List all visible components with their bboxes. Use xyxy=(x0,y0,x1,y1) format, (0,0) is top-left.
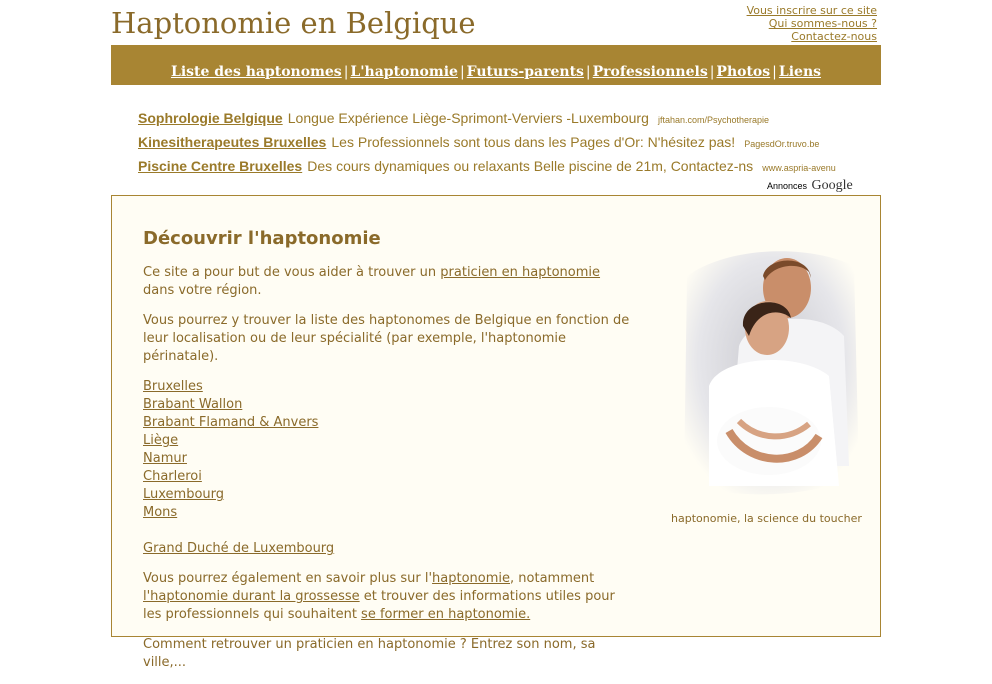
main-content xyxy=(111,195,881,670)
more-info-text: Vous pourrez également en savoir plus sur l' xyxy=(143,571,433,586)
ad-url[interactable]: PagesdOr.truvo.be xyxy=(744,139,820,149)
intro-text-end: dans votre région. xyxy=(143,283,262,298)
region-link-mons[interactable]: Mons xyxy=(143,505,178,520)
nav-item-haptonomists-list[interactable]: Liste des haptonomes xyxy=(170,64,342,80)
nav-item-photos[interactable]: Photos xyxy=(716,64,771,80)
nav-item-professionals[interactable]: Professionnels xyxy=(592,64,708,80)
ad-text[interactable]: Longue Expérience Liège-Sprimont-Verviers -Luxembourg xyxy=(287,110,649,126)
nav-item-haptonomy[interactable]: L'haptonomie xyxy=(350,64,458,80)
google-logo: Google xyxy=(811,178,853,193)
haptonomy-link[interactable]: haptonomie xyxy=(432,571,511,586)
intro-text-start: Ce site a pour but de vous aider à trouver un xyxy=(143,265,441,280)
region-link-brabant-wallon[interactable]: Brabant Wallon xyxy=(143,397,243,412)
grand-duche-paragraph xyxy=(143,540,633,558)
site-title[interactable]: Haptonomie en Belgique xyxy=(111,6,476,40)
ad-title[interactable]: Sophrologie Belgique xyxy=(138,110,283,126)
region-list xyxy=(143,378,633,522)
practitioner-link[interactable]: praticien en haptonomie xyxy=(440,265,601,280)
ad-text[interactable]: Des cours dynamiques ou relaxants Belle piscine de 21m, Contactez-ns xyxy=(307,158,754,174)
region-link-grand-duche[interactable]: Grand Duché de Luxembourg xyxy=(143,541,335,556)
list-description: Vous pourrez y trouver la liste des haptonomes de Belgique en fonction de leur localisation ou de leur spécialité (par exemple, l'haptonomie périnatale). xyxy=(143,313,630,364)
more-info-paragraph xyxy=(143,570,633,624)
ad-title[interactable]: Kinesitherapeutes Bruxelles xyxy=(138,134,327,150)
ad-item[interactable] xyxy=(138,156,858,180)
nav-separator: | xyxy=(709,64,715,80)
nav-separator: | xyxy=(772,64,777,80)
intro-paragraph xyxy=(143,264,633,300)
nav-separator: | xyxy=(459,64,465,80)
region-link-liege[interactable]: Liège xyxy=(143,433,179,448)
main-navbar xyxy=(111,45,881,85)
nav-item-links[interactable]: Liens xyxy=(778,64,822,80)
ads-block xyxy=(138,108,858,180)
ad-item[interactable] xyxy=(138,108,858,132)
top-links xyxy=(747,4,877,43)
region-link-luxembourg[interactable]: Luxembourg xyxy=(143,487,225,502)
about-us-link[interactable]: Qui sommes-nous ? xyxy=(768,17,877,30)
couple-photo xyxy=(669,236,869,506)
ad-title[interactable]: Piscine Centre Bruxelles xyxy=(138,158,303,174)
ad-url[interactable]: www.aspria-avenu xyxy=(762,163,836,173)
nav-separator: | xyxy=(585,64,591,80)
nav-item-future-parents[interactable]: Futurs-parents xyxy=(466,64,584,80)
region-link-namur[interactable]: Namur xyxy=(143,451,187,466)
region-link-bruxelles[interactable]: Bruxelles xyxy=(143,379,203,394)
nav-separator: | xyxy=(343,64,349,80)
contact-link[interactable]: Contactez-nous xyxy=(791,30,877,43)
ads-by-google[interactable] xyxy=(767,176,853,194)
intro-text xyxy=(143,264,633,684)
search-hint: Comment retrouver un praticien en haptonomie ? Entrez son nom, sa ville,... xyxy=(143,637,596,670)
pregnancy-haptonomy-link[interactable]: l'haptonomie durant la grossesse xyxy=(143,589,360,604)
page-heading: Découvrir l'haptonomie xyxy=(143,228,381,249)
more-info-text: , notamment xyxy=(510,571,595,586)
region-link-charleroi[interactable]: Charleroi xyxy=(143,469,202,484)
more-info-text: et trouver des informations utiles pour les professionnels qui souhaitent xyxy=(143,589,615,622)
ad-item[interactable] xyxy=(138,132,858,156)
region-link-brabant-flamand[interactable]: Brabant Flamand & Anvers xyxy=(143,415,319,430)
ad-text[interactable]: Les Professionnels sont tous dans les Pages d'Or: N'hésitez pas! xyxy=(331,134,736,150)
register-link[interactable]: Vous inscrire sur ce site xyxy=(746,4,877,17)
ad-url[interactable]: jftahan.com/Psychotherapie xyxy=(657,115,770,125)
photo-caption: haptonomie, la science du toucher xyxy=(671,512,862,525)
ads-by-label: Annonces xyxy=(767,181,808,191)
training-link[interactable]: se former en haptonomie. xyxy=(361,607,531,622)
